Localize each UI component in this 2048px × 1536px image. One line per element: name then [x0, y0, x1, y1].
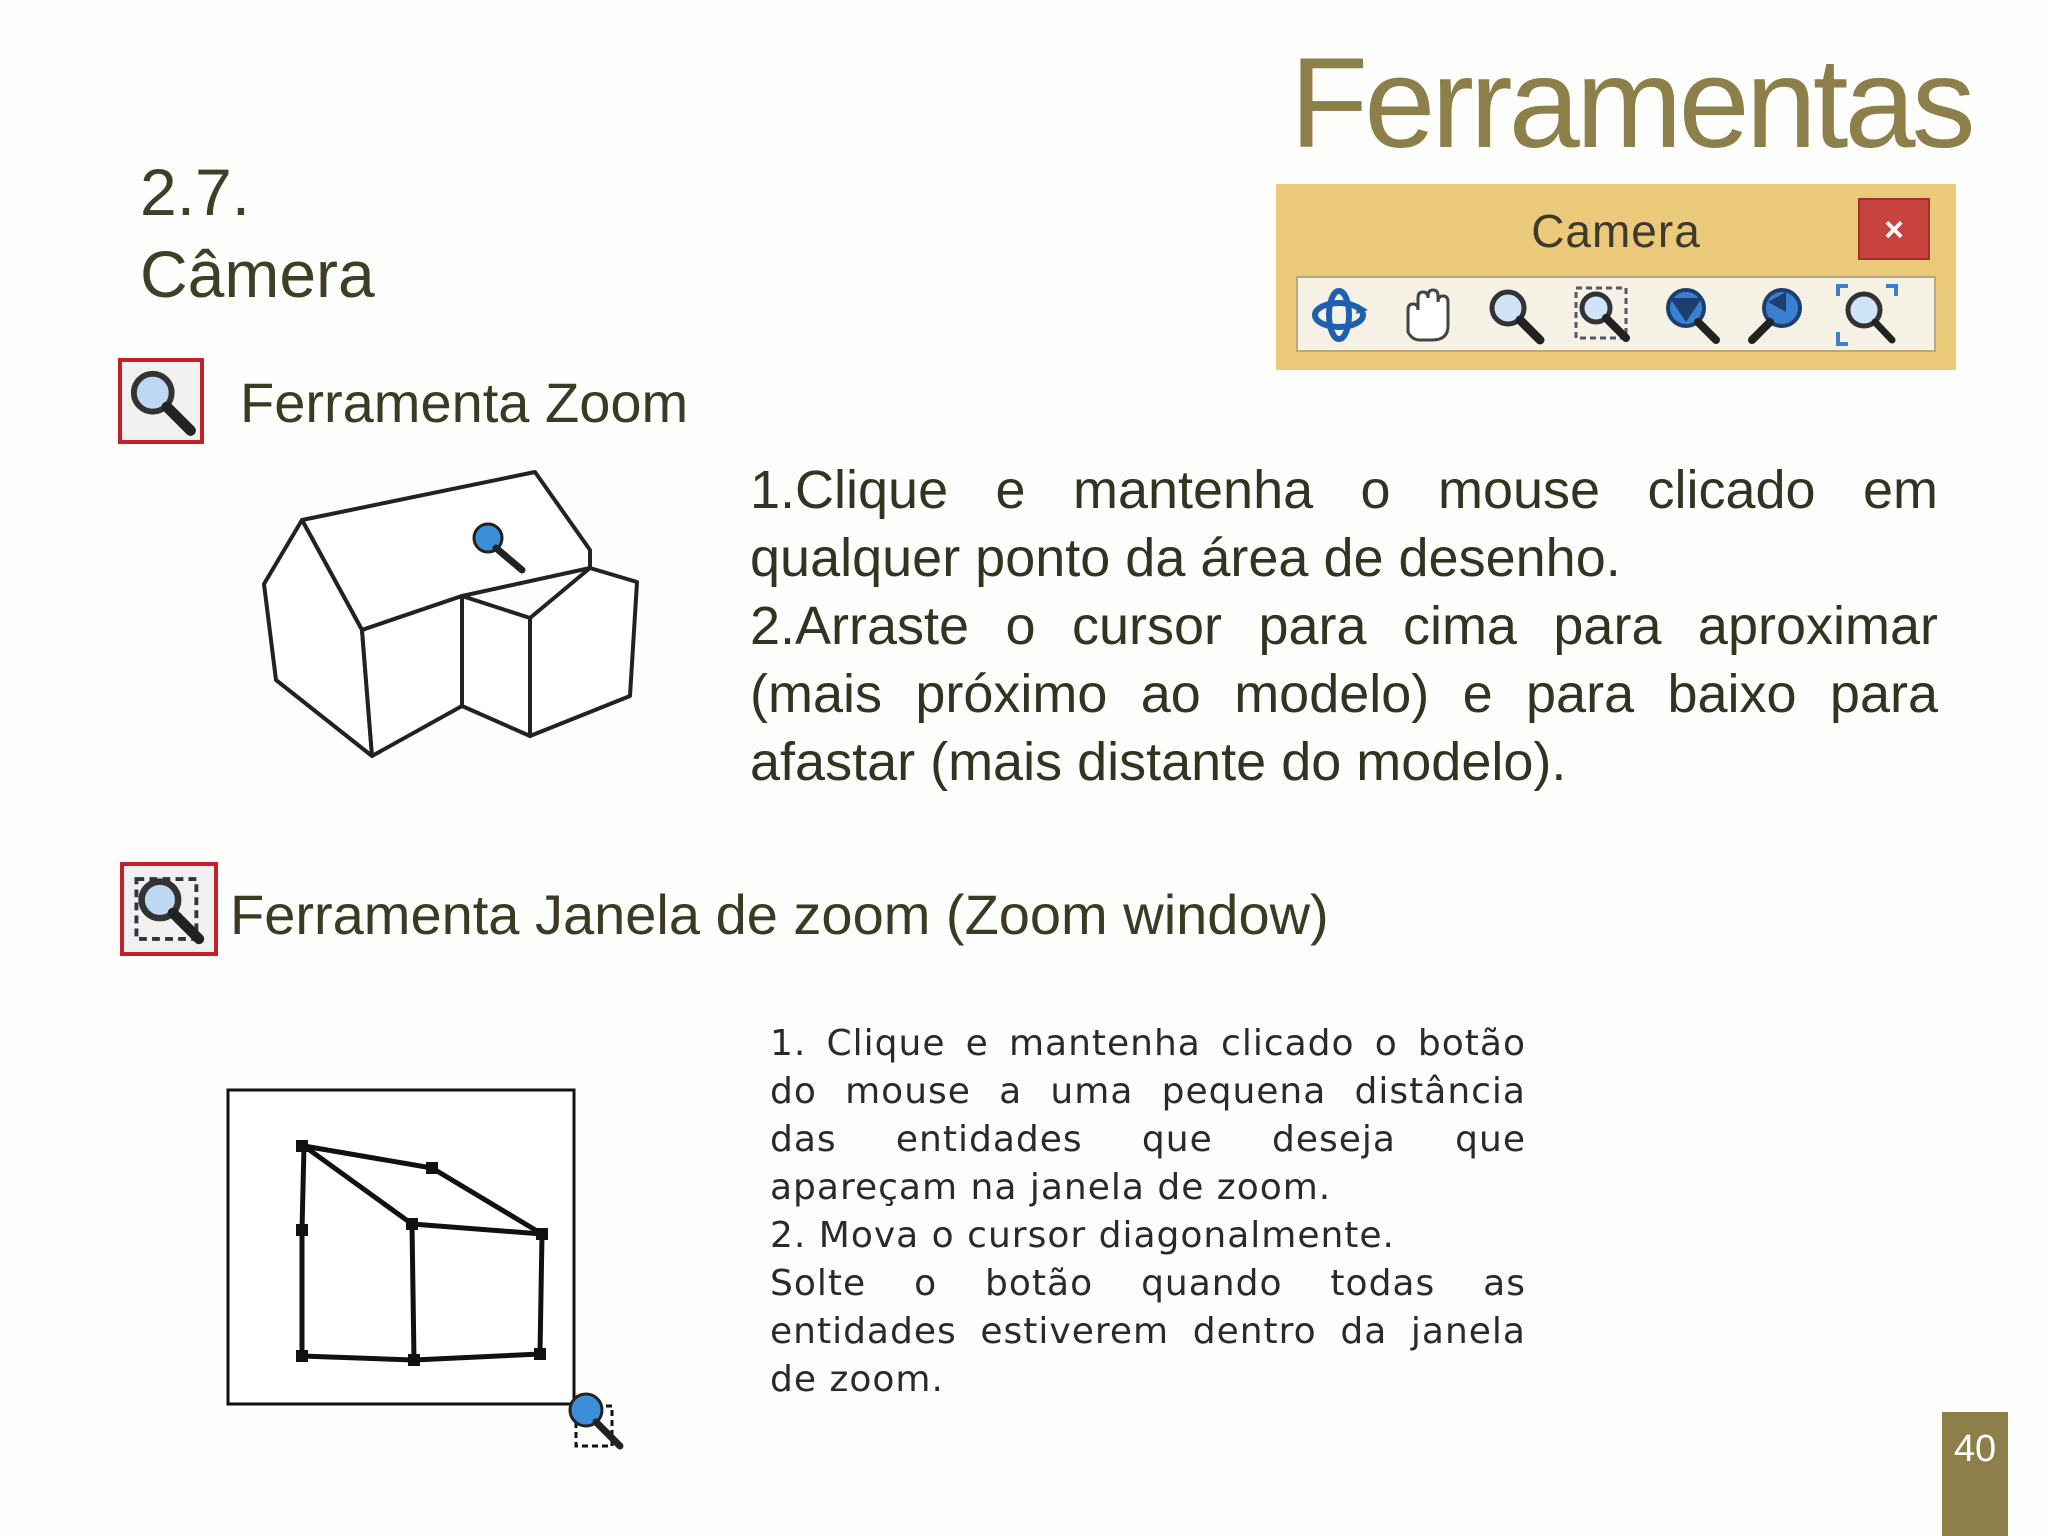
zoom-window-icon[interactable]	[1570, 282, 1636, 348]
zoom-window-instructions	[770, 1020, 1526, 1404]
orbit-icon[interactable]	[1306, 282, 1372, 348]
zoom-tool-title: Ferramenta Zoom	[240, 371, 689, 434]
section-number: 2.7.	[140, 155, 251, 229]
page-number: 40	[1942, 1412, 2008, 1536]
zoom-window-step-1: 1. Clique e mantenha clicado o botão do mouse a uma pequena distância das entidades que deseja que apareçam na janela de zoom.	[770, 1023, 1526, 1208]
slide-title: Ferramentas	[1290, 32, 1972, 175]
house-zoom-illustration	[240, 440, 660, 770]
zoom-window-tool-icon-box	[120, 862, 218, 956]
close-icon[interactable]: ×	[1858, 198, 1930, 260]
zoom-instructions	[750, 456, 1938, 796]
zoom-window-step-2: 2. Mova o cursor diagonalmente.	[770, 1215, 1395, 1256]
house-zoom-window-illustration	[220, 1080, 640, 1460]
position-camera-icon[interactable]	[1834, 282, 1900, 348]
zoom-tool-icon-box	[118, 358, 204, 444]
pan-hand-icon[interactable]	[1394, 282, 1460, 348]
zoom-window-tool-title: Ferramenta Janela de zoom (Zoom window)	[230, 883, 1329, 946]
zoom-step-1: 1.Clique e mantenha o mouse clicado em qualquer ponto da área de desenho.	[750, 460, 1938, 588]
previous-view-icon[interactable]	[1746, 282, 1812, 348]
zoom-window-step-3: Solte o botão quando todas as entidades estiverem dentro da janela de zoom.	[770, 1263, 1526, 1400]
zoom-window-icon	[124, 866, 214, 952]
zoom-extents-icon[interactable]	[1658, 282, 1724, 348]
zoom-icon	[122, 362, 200, 440]
zoom-icon[interactable]	[1482, 282, 1548, 348]
camera-tool-strip	[1296, 276, 1936, 352]
section-name: Câmera	[140, 237, 375, 311]
camera-toolbar-title: Camera	[1531, 205, 1701, 257]
zoom-step-2: 2.Arraste o cursor para cima para aproximar (mais próximo ao modelo) e para baixo para afastar (mais distante do modelo).	[750, 596, 1938, 792]
camera-toolbar	[1276, 184, 1956, 370]
